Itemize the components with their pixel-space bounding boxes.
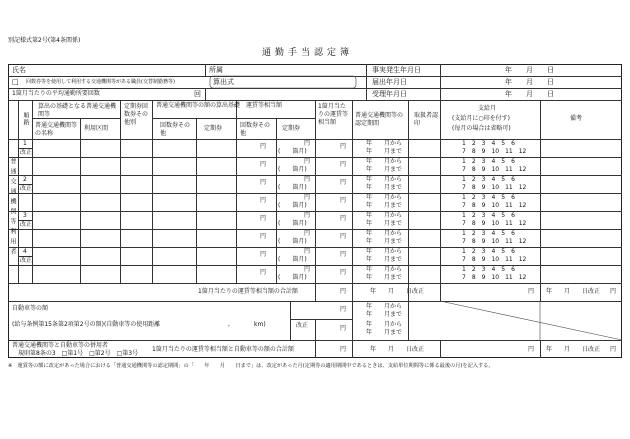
col-equiv: 運賃等相当額	[246, 102, 283, 109]
check-box[interactable]: □	[12, 78, 19, 86]
combined-total-label: 1箇月当たりの運賃等相当額と自動車等の額の合計額	[152, 346, 294, 353]
filed-date-value[interactable]: 年 月 日	[505, 78, 554, 86]
months-row1[interactable]: 1 2 3 4 5 6	[462, 230, 515, 237]
form-title: 通勤手当認定簿	[262, 48, 354, 58]
combined-title: 普通交通機関等と自動車等の併用者	[12, 342, 109, 349]
calc-label: 算出式	[213, 78, 234, 86]
months-row2[interactable]: 7 8 9 10 11 12	[462, 202, 527, 209]
period-from[interactable]: 年 月から	[366, 266, 403, 273]
period-from[interactable]: 年 月から	[366, 212, 403, 219]
period-to[interactable]: 年 月まで	[366, 238, 403, 245]
yen-cell: 円	[304, 194, 311, 201]
months-cell: ( 箇月)	[278, 202, 307, 209]
yen-cell: 円	[304, 176, 311, 183]
col-basis: 算出の基礎となる普通交通機関等	[38, 103, 117, 118]
months-row1[interactable]: 1 2 3 4 5 6	[462, 266, 515, 273]
months-row2[interactable]: 7 8 9 10 11 12	[462, 166, 527, 173]
row-revised: 改正	[20, 257, 33, 264]
monthly-total-yen3: 円	[610, 288, 617, 295]
footnote: ※ 運賃等の額に改定があった場合における「普通交通機関等の認定期間」の「 年 月 日まで」は、改定があった月(定期券の適用期間中であるときは、支給単位期間等に係る最後の月)を記入する。	[8, 363, 494, 369]
row-number: 3	[23, 212, 27, 219]
event-date-value[interactable]: 年 月 日	[505, 66, 554, 74]
row-revised: 改正	[20, 221, 33, 228]
yen-cell: 円	[340, 269, 347, 276]
col-ticket-other: 回数券その他	[160, 122, 191, 137]
checkbox-text: 回数券等を使用して利用する交通機関等がある職員(交替制勤務等)	[26, 79, 175, 85]
period-from[interactable]: 年 月から	[366, 158, 403, 165]
monthly-total-yen: 円	[340, 288, 347, 295]
months-cell: ( 箇月)	[278, 220, 307, 227]
times-unit: 回	[194, 90, 201, 98]
row-revised: 改正	[20, 185, 33, 192]
yen-cell: 円	[340, 179, 347, 186]
months-row1[interactable]: 1 2 3 4 5 6	[462, 140, 515, 147]
car-km: km)	[254, 321, 266, 328]
col-pay-note1: (支給月に○印を付す)	[452, 115, 510, 122]
months-row1[interactable]: 1 2 3 4 5 6	[462, 212, 515, 219]
yen-cell: 円	[340, 161, 347, 168]
combined-yen3: 円	[610, 346, 617, 353]
row-number: 2	[23, 176, 27, 183]
row-revised: 改正	[20, 149, 33, 156]
months-cell: ( 箇月)	[278, 256, 307, 263]
yen-cell: 円	[260, 143, 267, 150]
col-calc-basis: 普通交通機関等の額の算出基礎	[156, 102, 241, 109]
col-order: 順路	[22, 112, 29, 126]
combined-yen2: 円	[528, 346, 535, 353]
period-from[interactable]: 年 月から	[366, 176, 403, 183]
months-row2[interactable]: 7 8 9 10 11 12	[462, 238, 527, 245]
monthly-total-yen2: 円	[528, 288, 535, 295]
yen-cell: 円	[260, 161, 267, 168]
period-to[interactable]: 年 月まで	[366, 274, 403, 281]
col-monthly: 1箇月当たりの運賃等相当額	[318, 103, 349, 126]
yen-cell: 円	[340, 251, 347, 258]
period-from[interactable]: 年 月から	[366, 230, 403, 237]
combined-rev[interactable]: 年 月 日改正	[370, 346, 425, 353]
months-row1[interactable]: 1 2 3 4 5 6	[462, 248, 515, 255]
months-cell: ( 箇月)	[278, 184, 307, 191]
months-row2[interactable]: 7 8 9 10 11 12	[462, 148, 527, 155]
car-yen1: 円	[340, 306, 347, 313]
car-yen2: 円	[340, 325, 347, 332]
car-comma: ,	[228, 321, 230, 328]
period-to[interactable]: 年 月まで	[366, 256, 403, 263]
name-label: 氏名	[12, 66, 26, 74]
yen-cell: 円	[304, 266, 311, 273]
monthly-total-rev[interactable]: 年 月 日改正	[370, 288, 425, 295]
period-from[interactable]: 年 月から	[366, 140, 403, 147]
col-ticket-other2: 回数券その他	[240, 122, 271, 137]
months-cell: ( 箇月)	[278, 274, 307, 281]
period-from[interactable]: 年 月から	[366, 248, 403, 255]
yen-cell: 円	[260, 233, 267, 240]
yen-cell: 円	[260, 179, 267, 186]
period-to[interactable]: 年 月まで	[366, 148, 403, 155]
period-to[interactable]: 年 月まで	[366, 220, 403, 227]
months-row2[interactable]: 7 8 9 10 11 12	[462, 220, 527, 227]
yen-cell: 円	[260, 197, 267, 204]
yen-cell: 円	[260, 215, 267, 222]
col-cert-period: 普通交通機関等の認定期間	[355, 112, 404, 127]
event-date-label: 事実発生年月日	[372, 66, 421, 74]
period-to[interactable]: 年 月まで	[366, 184, 403, 191]
side-label: 普通交通機関等利用者	[9, 158, 16, 258]
months-row1[interactable]: 1 2 3 4 5 6	[462, 194, 515, 201]
monthly-total-rev2[interactable]: 年 月 日改正	[546, 288, 601, 295]
col-pay-note2: (毎月の場合は省略可)	[452, 125, 511, 132]
yen-cell: 円	[304, 230, 311, 237]
months-row1[interactable]: 1 2 3 4 5 6	[462, 176, 515, 183]
car-from2[interactable]: 年 月から	[366, 321, 403, 328]
car-rev-label: 改正	[296, 322, 309, 329]
filed-date-label: 届出年月日	[372, 78, 407, 86]
col-pass: 定期券	[204, 125, 223, 132]
months-row2[interactable]: 7 8 9 10 11 12	[462, 256, 527, 263]
yen-cell: 円	[260, 251, 267, 258]
yen-cell: 円	[304, 212, 311, 219]
yen-cell: 円	[304, 140, 311, 147]
row-number: 4	[23, 248, 27, 255]
received-date-label: 受理年月日	[372, 90, 407, 98]
col-pass2: 定期券	[282, 125, 301, 132]
months-row1[interactable]: 1 2 3 4 5 6	[462, 158, 515, 165]
months-cell: ( 箇月)	[278, 238, 307, 245]
period-to[interactable]: 年 月まで	[366, 166, 403, 173]
col-section: 利用区間	[84, 125, 109, 132]
yen-cell: 円	[260, 269, 267, 276]
car-to1[interactable]: 年 月まで	[366, 311, 403, 318]
form-code: 別記様式第2号(第4条関係)	[8, 37, 81, 44]
yen-cell: 円	[340, 143, 347, 150]
period-to[interactable]: 年 月まで	[366, 202, 403, 209]
avg-label: 1箇月当たりの平均通勤所要回数	[12, 90, 100, 97]
monthly-total-label: 1箇月当たりの運賃等相当額の合計額	[198, 288, 298, 295]
yen-cell: 円	[304, 248, 311, 255]
col-remarks: 備考	[570, 115, 583, 122]
months-cell: ( 箇月)	[278, 166, 307, 173]
months-cell: ( 箇月)	[278, 148, 307, 155]
combined-sub: 規則第8条の3 □第1号 □第2号 □第3号	[18, 350, 139, 357]
period-from[interactable]: 年 月から	[366, 194, 403, 201]
col-transport-name: 普通交通機関等の名称	[35, 122, 78, 137]
car-from1[interactable]: 年 月から	[366, 303, 403, 310]
yen-cell: 円	[340, 215, 347, 222]
months-row2[interactable]: 7 8 9 10 11 12	[462, 184, 527, 191]
combined-rev2[interactable]: 年 月 日改正	[546, 346, 601, 353]
col-pay-month: 支給月	[478, 105, 497, 112]
received-date-value[interactable]: 年 月 日	[505, 90, 554, 98]
months-row2[interactable]: 7 8 9 10 11 12	[462, 274, 527, 281]
row-number: 1	[23, 140, 27, 147]
yen-cell: 円	[340, 197, 347, 204]
col-approver: 取扱者認印	[414, 112, 439, 127]
yen-cell: 円	[304, 158, 311, 165]
combined-yen: 円	[340, 346, 347, 353]
affil-label: 所属	[209, 66, 223, 74]
car-title: 自動車等の額	[12, 305, 49, 312]
col-pass-freq: 定期券回数券その他別	[124, 103, 149, 126]
car-sub: (給与条例第15条第2項第2号の額)(自動車等の使用距離	[12, 321, 161, 328]
yen-cell: 円	[340, 233, 347, 240]
car-to2[interactable]: 年 月まで	[366, 329, 403, 336]
